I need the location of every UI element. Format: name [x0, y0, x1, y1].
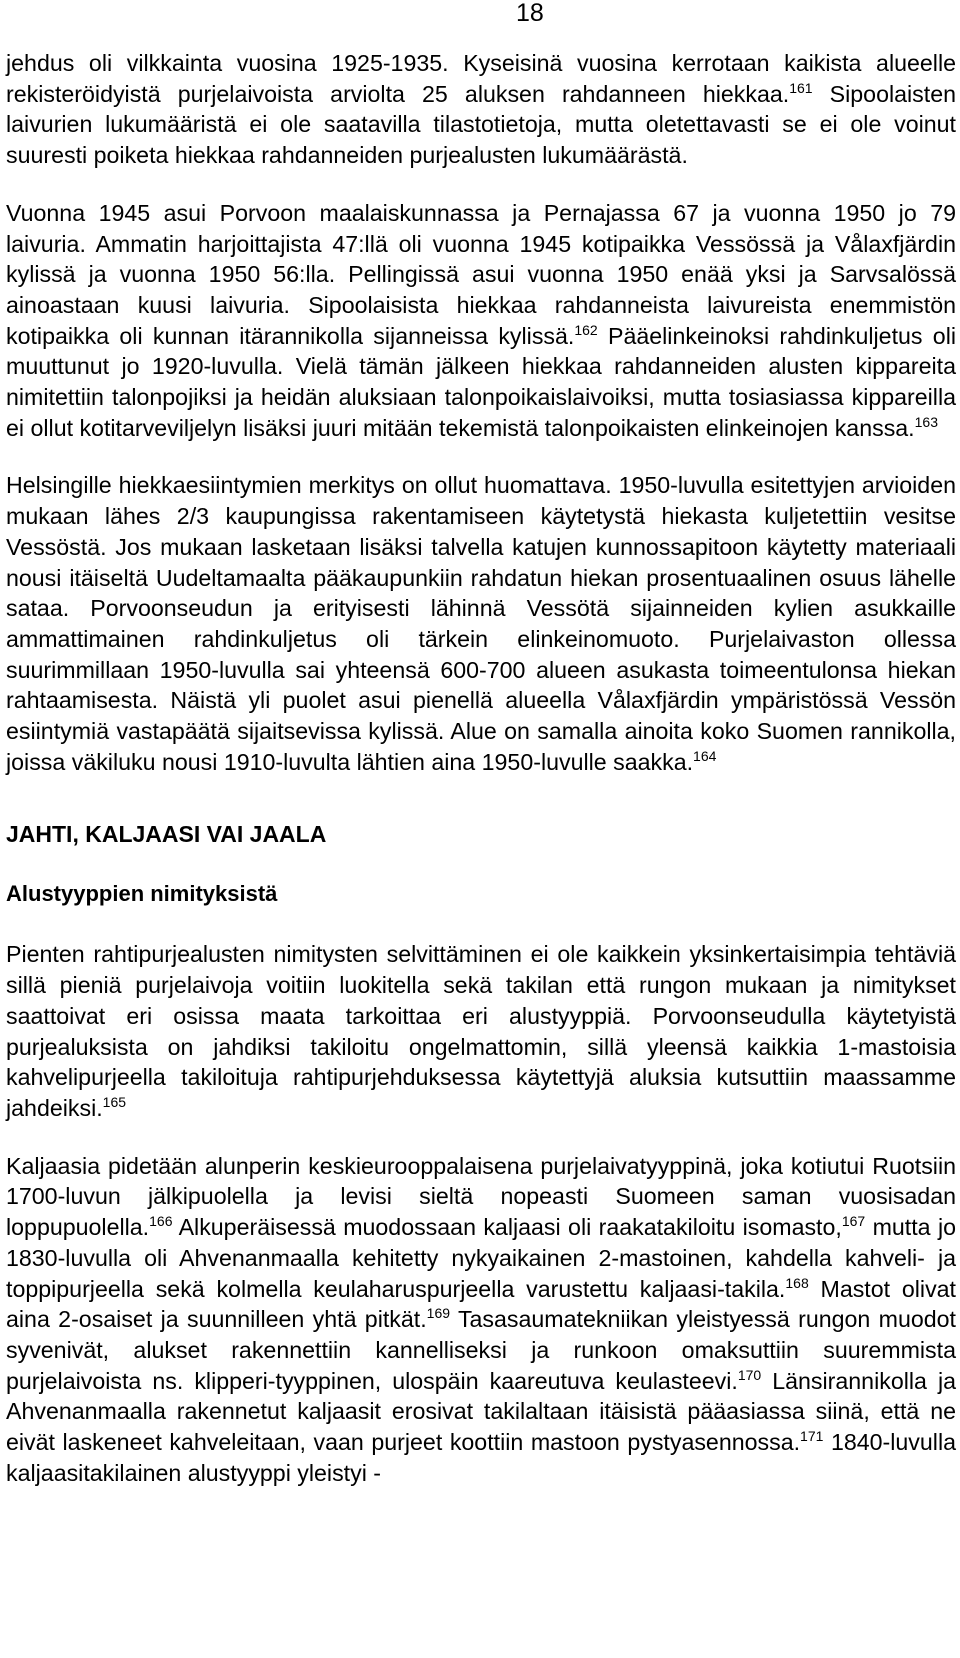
- text-run: Helsingille hiekkaesiintymien merkitys on ollut huomattava. 1950-luvulla esitettyjen arvioiden mukaan lähes 2/3 kaupungissa rakentamiseen käytetystä hiekasta kuljetettiin vesitse Vessöstä. Jos mukaan lasketaan lisäksi talvella katujen kunnossapitoon käytetty materiaali nousi itäiseltä Uudeltamaalta pääkaupunkiin rahdatun hiekan prosentuaalinen osuus lähelle sataa. Porvoonseudun ja erityisesti lähinnä Vessötä sijainneiden kylien asukkaille ammattimainen rahdinkuljetus oli tärkein elinkeinomuoto. Purjelaivaston ollessa suurimmillaan 1950-luvulla sai yhteensä 600-700 alueen asukasta toimeentulonsa hiekan rahtaamisesta. Näistä yli puolet asui pienellä alueella Vålaxfjärdin ympäristössä Vessön esiintymiä vastapäätä sijaitsevissa kylissä. Alue on samalla ainoita koko Suomen rannikolla, joissa väkiluku nousi 1910-luvulta lähtien aina 1950-luvulle saakka.: [6, 472, 956, 775]
- footnote-marker: 168: [785, 1274, 809, 1291]
- text-run: Tasasaumatekniikan yleistyessä rungon muodot syvenivät, alukset rakennettiin kannelliseksi ja runkoon omaksuttiin suuremmista purjelaivoista ns. klipperi-tyyppinen, ulospäin kaareutuva keulasteevi.: [6, 1306, 956, 1394]
- footnote-marker: 171: [800, 1428, 824, 1445]
- paragraph-2: [6, 198, 956, 444]
- paragraph-4: [6, 939, 956, 1123]
- footnote-marker: 166: [149, 1213, 173, 1230]
- text-run: Pääelinkeinoksi rahdinkuljetus oli muuttunut jo 1920-luvulla. Vielä tämän jälkeen hiekkaa rahdanneiden alusten kippareita nimitettiin talonpojiksi ja heidän aluksiaan talonpoikaislaivoiksi, mutta tosiasiassa kippareilla ei ollut kotitarveviljelyn lisäksi juuri mitään tekemistä talonpoikaisten elinkeinojen kanssa.: [6, 322, 956, 441]
- paragraph-3: [6, 470, 956, 777]
- footnote-marker: 170: [737, 1366, 762, 1383]
- footnote-marker: 161: [789, 79, 813, 96]
- footnote-marker: 165: [102, 1093, 127, 1110]
- text-run: Alkuperäisessä muodossaan kaljaasi oli raakatakiloitu isomasto,: [172, 1214, 842, 1241]
- footnote-marker: 169: [426, 1305, 451, 1322]
- text-run: jehdus oli vilkkainta vuosina 1925-1935. Kyseisinä vuosina kerrotaan kaikista alueelle rekisteröidyistä purjelaivoista arviolta 25 aluksen rahdanneen hiekkaa.: [6, 50, 956, 107]
- footnote-marker: 163: [914, 413, 938, 430]
- text-run: Mastot olivat aina 2-osaiset ja suunnilleen yhtä pitkät.: [6, 1275, 956, 1333]
- section-heading: Alustyyppien nimityksistä: [6, 881, 278, 907]
- page-number: 18: [516, 0, 544, 27]
- paragraph-1: [6, 48, 956, 171]
- footnote-marker: 167: [841, 1213, 866, 1230]
- paragraph-5: [6, 1151, 956, 1489]
- text-run: Sipoolaisten laivurien lukumääristä ei ole saatavilla tilastotietoja, mutta oletettavasti se ei ole voinut suuresti poiketa hiekkaa rahdanneiden purjealusten lukumäärästä.: [6, 80, 956, 169]
- chapter-heading: JAHTI, KALJAASI VAI JAALA: [6, 821, 327, 848]
- text-run: Pienten rahtipurjealusten nimitysten selvittäminen ei ole kaikkein yksinkertaisimpia tehtäviä sillä pieniä purjelaivoja voitiin luokitella sekä takilan että rungon mukaan ja nimitykset saattoivat eri osissa maata tarkoittaa eri alustyyppiä. Porvoonseudulla käytetyistä purjealuksista on jahdiksi takiloitu ongelmattomin, sillä yleensä kaikkia 1-mastoisia kahvelipurjeella takiloituja rahtipurjehduksessa käytettyjä aluksia kutsuttiin maassamme jahdeiksi.: [6, 941, 956, 1121]
- footnote-marker: 162: [574, 321, 598, 338]
- text-run: mutta jo 1830-luvulla oli Ahvenanmaalla kehitetty nykyaikainen 2-mastoinen, kahdella kahveli- ja toppipurjeella sekä kolmella keulaharuspurjeella varustettu kaljaasi-takila.: [6, 1214, 956, 1302]
- text-run: Vuonna 1945 asui Porvoon maalaiskunnassa ja Pernajassa 67 ja vuonna 1950 jo 79 laivuria. Ammatin harjoittajista 47:llä oli vuonna 1945 kotipaikka Vessössä ja Vålaxfjärdin kylissä ja vuonna 1950 56:lla. Pellingissä asui vuonna 1950 enää yksi ja Sarvsalössä ainoastaan kuusi laivuria. Sipoolaisista hiekkaa rahdanneista laivureista enemmistön kotipaikka oli kunnan itärannikolla sijanneissa kylissä.: [6, 199, 956, 349]
- page-content: [6, 48, 956, 1488]
- text-run: 1840-luvulla kaljaasitakilainen alustyyppi yleistyi -: [6, 1429, 956, 1486]
- footnote-marker: 164: [693, 747, 717, 764]
- text-run: Kaljaasia pidetään alunperin keskieurooppalaisena purjelaivatyyppinä, joka kotiutui Ruotsiin 1700-luvun jälkipuolella ja levisi sieltä nopeasti Suomeen saman vuosisadan loppupuolella.: [6, 1152, 956, 1241]
- text-run: Länsirannikolla ja Ahvenanmaalla rakennetut kaljaasit erosivat takilaltaan itäisistä pääasiassa siinä, että ne eivät laskeneet kahveleitaan, vaan purjeet koottiin mastoon pystyasennossa.: [6, 1367, 956, 1456]
